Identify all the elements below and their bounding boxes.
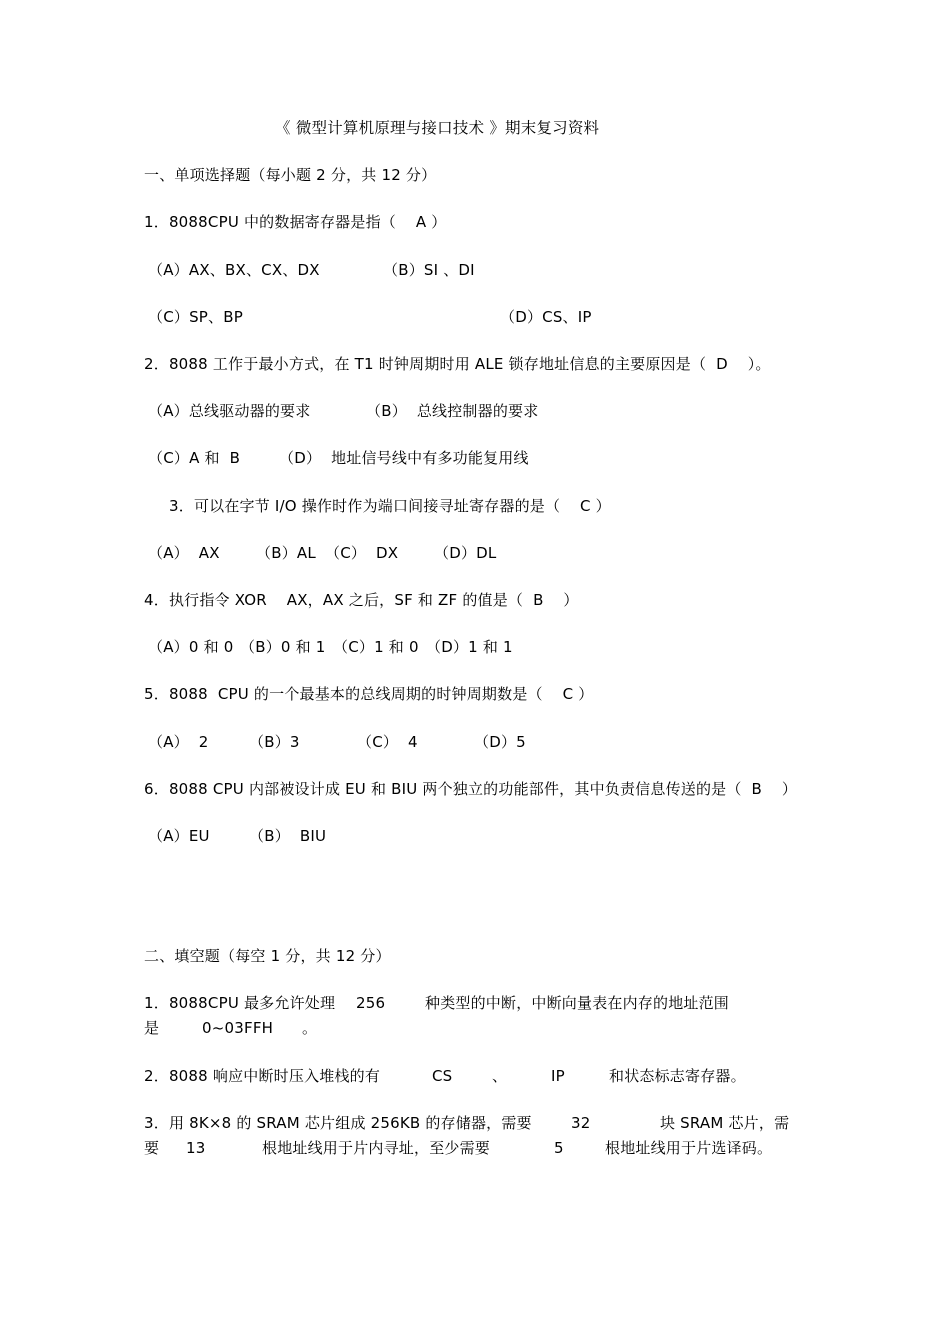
question-3-stem: 3．可以在字节 I/O 操作时作为端口间接寻址寄存器的是（ C ） — [169, 497, 611, 515]
question-3-option-d: （D）DL — [434, 544, 497, 562]
fill-3-answer-1: 32 — [571, 1114, 591, 1132]
fill-2-text-a: 2．8088 响应中断时压入堆栈的有 — [144, 1067, 381, 1085]
section-1-heading: 一、单项选择题（每小题 2 分，共 12 分） — [144, 166, 437, 184]
fill-1-text-d: 。 — [302, 1019, 318, 1037]
question-2-option-c: （C）A 和 B — [148, 449, 241, 467]
question-1-option-d: （D）CS、IP — [500, 308, 592, 326]
fill-2-answer-1: CS — [432, 1067, 453, 1085]
question-2-stem: 2．8088 工作于最小方式，在 T1 时钟周期时用 ALE 锁存地址信息的主要原因是（ D ）。 — [144, 355, 771, 373]
question-6-option-a: （A）EU — [148, 827, 210, 845]
fill-3-text-d: 根地址线用于片内寻址，至少需要 — [262, 1139, 491, 1157]
question-1-stem: 1．8088CPU 中的数据寄存器是指（ A ） — [144, 213, 447, 231]
fill-3-answer-3: 5 — [554, 1139, 564, 1157]
fill-2-separator: 、 — [492, 1067, 508, 1085]
fill-2-answer-2: IP — [551, 1067, 565, 1085]
fill-1-answer-1: 256 — [356, 994, 386, 1012]
question-4-option-b: （B）0 和 1 — [240, 638, 326, 656]
section-2-heading: 二、填空题（每空 1 分，共 12 分） — [144, 947, 391, 965]
document-title: 《 微型计算机原理与接口技术 》期末复习资料 — [275, 119, 600, 137]
question-1-option-a: （A）AX、BX、CX、DX — [148, 261, 320, 279]
question-1-option-c: （C）SP、BP — [148, 308, 243, 326]
fill-1-answer-2: 0~03FFH — [202, 1019, 274, 1037]
question-4-option-c: （C）1 和 0 — [333, 638, 419, 656]
fill-2-text-b: 和状态标志寄存器。 — [609, 1067, 746, 1085]
question-2-option-d: （D） 地址信号线中有多功能复用线 — [279, 449, 529, 467]
fill-3-text-c: 要 — [144, 1139, 160, 1157]
fill-3-text-a: 3．用 8K×8 的 SRAM 芯片组成 256KB 的存储器，需要 — [144, 1114, 532, 1132]
question-2-option-b: （B） 总线控制器的要求 — [366, 402, 539, 420]
question-4-option-d: （D）1 和 1 — [426, 638, 513, 656]
question-5-option-b: （B）3 — [249, 733, 300, 751]
question-4-stem: 4．执行指令 XOR AX，AX 之后，SF 和 ZF 的值是（ B ） — [144, 591, 579, 609]
question-4-option-a: （A）0 和 0 — [148, 638, 234, 656]
question-5-option-c: （C） 4 — [357, 733, 418, 751]
question-6-option-b: （B） BIU — [249, 827, 327, 845]
question-3-option-b: （B）AL — [256, 544, 316, 562]
question-5-option-d: （D）5 — [474, 733, 526, 751]
fill-3-text-b: 块 SRAM 芯片，需 — [660, 1114, 790, 1132]
question-6-stem: 6．8088 CPU 内部被设计成 EU 和 BIU 两个独立的功能部件，其中负责信息传送的是（ B ） — [144, 780, 798, 798]
question-2-option-a: （A）总线驱动器的要求 — [148, 402, 311, 420]
fill-1-text-b: 种类型的中断，中断向量表在内存的地址范围 — [425, 994, 730, 1012]
fill-3-answer-2: 13 — [186, 1139, 206, 1157]
fill-1-text-a: 1．8088CPU 最多允许处理 — [144, 994, 336, 1012]
question-5-option-a: （A） 2 — [148, 733, 209, 751]
fill-3-text-e: 根地址线用于片选译码。 — [605, 1139, 773, 1157]
question-5-stem: 5．8088 CPU 的一个最基本的总线周期的时钟周期数是（ C ） — [144, 685, 594, 703]
question-3-option-c: （C） DX — [325, 544, 399, 562]
question-3-option-a: （A） AX — [148, 544, 220, 562]
fill-1-text-c: 是 — [144, 1019, 160, 1037]
question-1-option-b: （B）SI 、DI — [383, 261, 475, 279]
